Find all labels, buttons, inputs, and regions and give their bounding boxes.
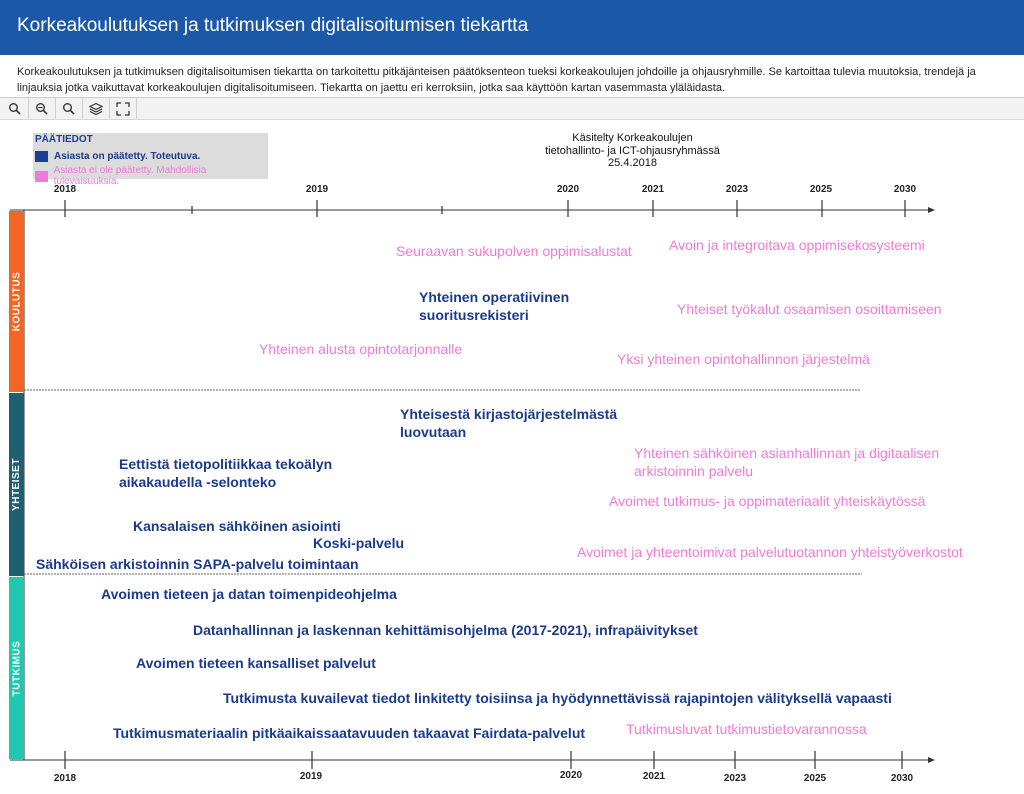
bottom-axis-arrow	[928, 757, 935, 763]
roadmap-item[interactable]: Sähköisen arkistoinnin SAPA-palvelu toimintaan	[36, 556, 359, 572]
top-axis-arrow	[928, 207, 935, 213]
legend-decided-label: Asiasta on päätetty. Toteutuva.	[54, 151, 201, 162]
lane-label-yhteiset-text: YHTEISET	[11, 458, 22, 511]
year-label-top-2018: 2018	[53, 184, 77, 195]
approval-line-3: 25.4.2018	[608, 157, 657, 169]
roadmap-item-line: Yhteinen sähköinen asianhallinnan ja digitaalisen	[634, 445, 940, 461]
roadmap-item[interactable]: Koski-palvelu	[313, 535, 405, 551]
roadmap-item[interactable]: Avoimet ja yhteentoimivat palvelutuotannon yhteistyöverkostot	[577, 544, 963, 560]
roadmap-item[interactable]	[119, 455, 332, 491]
year-label-bottom-2023: 2023	[723, 773, 747, 784]
roadmap-item-line: aikakaudella -selonteko	[119, 474, 277, 490]
roadmap-item[interactable]: Avoimet tutkimus- ja oppimateriaalit yhteiskäytössä	[609, 493, 926, 509]
year-label-bottom-2030: 2030	[890, 773, 914, 784]
year-label-bottom-2020: 2020	[559, 770, 583, 781]
roadmap-item-line: Eettistä tietopolitiikkaa tekoälyn	[119, 456, 333, 472]
year-label-bottom-2018: 2018	[53, 773, 77, 784]
roadmap-item[interactable]: Avoin ja integroitava oppimisekosysteemi	[669, 237, 925, 253]
roadmap-item[interactable]: Seuraavan sukupolven oppimisalustat	[396, 243, 632, 259]
roadmap-item[interactable]: Yhteinen alusta opintotarjonnalle	[259, 341, 463, 357]
roadmap-item[interactable]: Tutkimusluvat tutkimustietovarannossa	[626, 721, 867, 737]
roadmap-item-line: luovutaan	[400, 424, 467, 440]
roadmap-item-line: arkistoinnin palvelu	[634, 463, 754, 479]
year-label-bottom-2019: 2019	[299, 771, 323, 782]
lane-label-koulutus	[9, 211, 24, 392]
lane-label-tutkimus-text: TUTKIMUS	[11, 640, 23, 696]
lane-label-tutkimus	[9, 577, 24, 759]
roadmap-item[interactable]: Yhteiset työkalut osaamisen osoittamiseen	[677, 301, 942, 317]
roadmap-item[interactable]: Avoimen tieteen ja datan toimenpideohjelma	[101, 586, 397, 602]
roadmap-item[interactable]	[634, 444, 939, 480]
year-label-top-2020: 2020	[556, 184, 580, 195]
page-title: Korkeakoulutuksen ja tutkimuksen digitalisoitumisen tiekartta	[17, 15, 529, 36]
top-axis-ticks	[65, 200, 905, 217]
year-label-bottom-2021: 2021	[642, 771, 666, 782]
roadmap-item[interactable]: Yksi yhteinen opintohallinnon järjestelmä	[617, 351, 870, 367]
year-label-top-2025: 2025	[809, 184, 833, 195]
lane-label-yhteiset	[9, 393, 24, 576]
roadmap-item[interactable]: Tutkimusta kuvailevat tiedot linkitetty toisiinsa ja hyödynnettävissä rajapintojen välityksellä vapaasti	[223, 690, 892, 706]
year-label-bottom-2025: 2025	[803, 773, 827, 784]
roadmap-item[interactable]: Tutkimusmateriaalin pitkäaikaissaatavuuden takaavat Fairdata-palvelut	[113, 725, 586, 741]
legend-undecided-label: Asiasta ei ole päätetty. Mahdollisia tulevaisuuksia.	[53, 165, 207, 187]
approval-line-1: Käsitelty Korkeakoulujen	[572, 132, 693, 144]
year-label-top-2019: 2019	[305, 184, 329, 195]
year-label-top-2021: 2021	[641, 184, 665, 195]
roadmap-item[interactable]: Kansalaisen sähköinen asiointi	[133, 518, 341, 534]
legend-title: PÄÄTIEDOT	[35, 134, 93, 145]
roadmap-item[interactable]	[400, 405, 617, 441]
roadmap-item[interactable]: Datanhallinnan ja laskennan kehittämisohjelma (2017-2021), infrapäivitykset	[193, 622, 698, 638]
roadmap-item[interactable]: Avoimen tieteen kansalliset palvelut	[136, 655, 376, 671]
year-label-top-2023: 2023	[725, 184, 749, 195]
approval-line-2: tietohallinto- ja ICT-ohjausryhmässä	[545, 144, 720, 157]
lane-label-koulutus-text: KOULUTUS	[11, 271, 22, 332]
year-label-top-2030: 2030	[893, 184, 917, 195]
roadmap-item-line: Yhteinen operatiivinen	[419, 289, 570, 305]
roadmap-item[interactable]	[419, 288, 569, 324]
description-text: Korkeakoulutuksen ja tutkimuksen digitalisoitumisen tiekartta on tarkoitettu pitkäjänteisen päätöksenteon tueksi korkeakoulujen johdoille ja ohjausryhmille. Se kartoittaa tulevia muutoksia, trendejä ja linjauksia jotka vaikuttavat korkeakoulujen digitalisoitumiseen. Tiekartta on jaettu eri kerroksiin, jotka saa käyttöön kartan vasemmasta yläläidasta.	[17, 66, 976, 94]
roadmap-item-line: suoritusrekisteri	[419, 307, 529, 323]
roadmap-item-line: Yhteisestä kirjastojärjestelmästä	[400, 406, 618, 422]
